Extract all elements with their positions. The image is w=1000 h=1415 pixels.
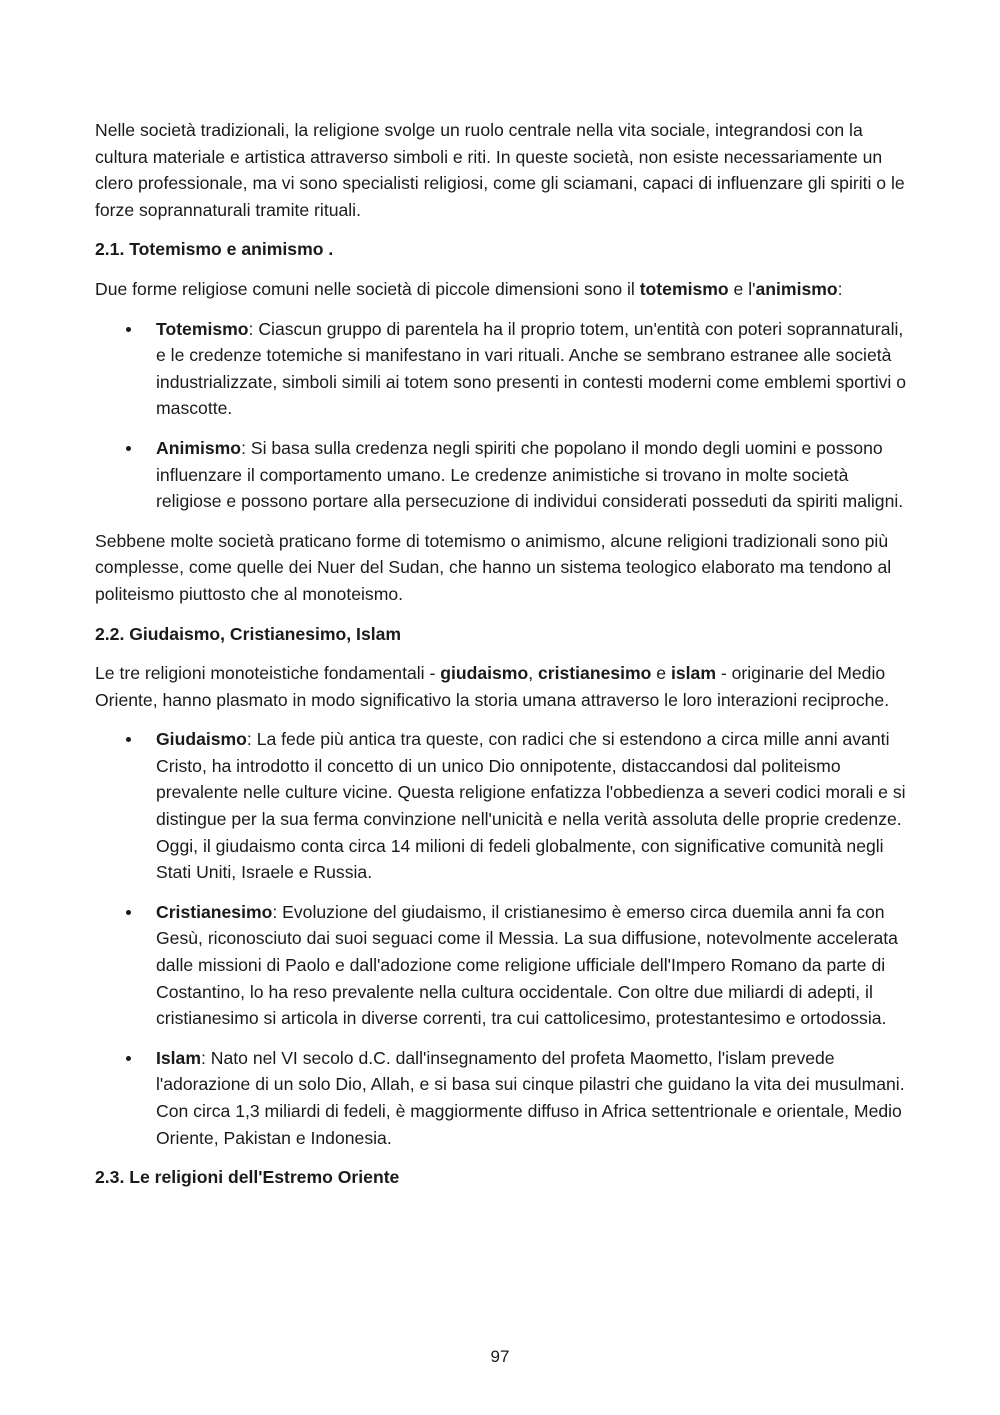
section-heading-monoteismi: 2.2. Giudaismo, Cristianesimo, Islam bbox=[95, 623, 402, 644]
lead-text: Le tre religioni monoteistiche fondamentali - bbox=[95, 663, 441, 684]
term-cristianesimo: cristianesimo bbox=[537, 663, 652, 684]
lead-text: , bbox=[528, 663, 538, 684]
page-number: 97 bbox=[490, 1347, 510, 1366]
list-item-term: Giudaismo bbox=[156, 729, 247, 750]
lead-text: e l' bbox=[728, 278, 756, 299]
lead-text: - originarie del Medio Oriente, hanno plasmato in modo significativo la storia umana attraverso le loro interazioni reciproche. bbox=[95, 663, 890, 710]
list-item-text: : Si basa sulla credenza negli spiriti che popolano il mondo degli uomini e possono influenzare il comportamento umano. Le credenze animistiche si trovano in molte società religiose e possono portare alla persecuzione di individui considerati posseduti da spiriti maligni. bbox=[156, 437, 904, 512]
bullet-icon bbox=[126, 910, 131, 915]
list-item-text: : Ciascun gruppo di parentela ha il proprio totem, un'entità con poteri soprannaturali, e le credenze totemiche si manifestano in vari rituali. Anche se sembrano estranee alle società industrializzate, simboli simili ai totem sono presenti in contesti moderni come emblemi sportivi o mascotte. bbox=[156, 318, 906, 419]
bullet-icon bbox=[126, 327, 131, 332]
list-item bbox=[95, 726, 907, 886]
list-item-term: Cristianesimo bbox=[156, 901, 273, 922]
section1-bullet-list bbox=[95, 316, 907, 515]
section-heading-totemismo: 2.1. Totemismo e animismo . bbox=[95, 239, 334, 260]
list-item-term: Totemismo bbox=[156, 318, 249, 339]
section1-closing-paragraph: Sebbene molte società praticano forme di totemismo o animismo, alcune religioni tradizionali sono più complesse, come quelle dei Nuer del Sudan, che hanno un sistema teologico elaborato ma tendono al politeismo piuttosto che al monoteismo. bbox=[95, 530, 892, 604]
list-item bbox=[95, 1045, 907, 1151]
bullet-icon bbox=[126, 1056, 131, 1061]
term-totemismo: totemismo bbox=[639, 278, 729, 299]
list-item bbox=[95, 899, 907, 1032]
term-animismo: animismo bbox=[755, 278, 838, 299]
list-item-term: Islam bbox=[156, 1047, 201, 1068]
section2-lead-paragraph bbox=[95, 660, 907, 713]
term-islam: islam bbox=[670, 663, 716, 684]
section1-lead-paragraph bbox=[95, 276, 907, 303]
term-giudaismo: giudaismo bbox=[440, 663, 529, 684]
bullet-icon bbox=[126, 737, 131, 742]
bullet-icon bbox=[126, 446, 131, 451]
document-page bbox=[95, 117, 907, 1191]
lead-text: Due forme religiose comuni nelle società di piccole dimensioni sono il bbox=[95, 278, 640, 299]
list-item-text: : Nato nel VI secolo d.C. dall'insegnamento del profeta Maometto, l'islam prevede l'adorazione di un solo Dio, Allah, e si basa sui cinque pilastri che guidano la vita dei musulmani. Con circa 1,3 miliardi di fedeli, è maggiormente diffuso in Africa settentrionale e orientale, Medio Oriente, Pakistan e Indonesia. bbox=[156, 1047, 905, 1148]
lead-text: e bbox=[651, 663, 671, 684]
list-item-text: : La fede più antica tra queste, con radici che si estendono a circa mille anni avanti Cristo, ha introdotto il concetto di un unico Dio onnipotente, distaccandosi dal politeismo prevalente nelle culture vicine. Questa religione enfatizza l'obbedienza a severi codici morali e si distingue per la sua ferma convinzione nell'unicità e nella verità assoluta delle proprie credenze. Oggi, il giudaismo conta circa 14 milioni di fedeli globalmente, con significative comunità negli Stati Uniti, Israele e Russia. bbox=[156, 729, 906, 883]
lead-text: : bbox=[837, 278, 843, 299]
list-item bbox=[95, 435, 907, 515]
list-item-text: : Evoluzione del giudaismo, il cristianesimo è emerso circa duemila anni fa con Gesù, riconosciuto dai suoi seguaci come il Messia. La sua diffusione, notevolmente accelerata dalle missioni di Paolo e dall'adozione come religione ufficiale dell'Impero Romano da parte di Costantino, lo ha reso prevalente nella cultura occidentale. Con oltre due miliardi di adepti, il cristianesimo si articola in diverse correnti, tra cui cattolicesimo, protestantesimo e ortodossia. bbox=[156, 901, 898, 1029]
section2-bullet-list bbox=[95, 726, 907, 1151]
list-item bbox=[95, 316, 907, 422]
intro-paragraph: Nelle società tradizionali, la religione svolge un ruolo centrale nella vita sociale, integrandosi con la cultura materiale e artistica attraverso simboli e riti. In queste società, non esiste necessariamente un clero professionale, ma vi sono specialisti religiosi, come gli sciamani, capaci di influenzare gli spiriti o le forze soprannaturali tramite rituali. bbox=[95, 120, 905, 220]
section-heading-estremo-oriente: 2.3. Le religioni dell'Estremo Oriente bbox=[95, 1167, 400, 1188]
list-item-term: Animismo bbox=[156, 437, 242, 458]
